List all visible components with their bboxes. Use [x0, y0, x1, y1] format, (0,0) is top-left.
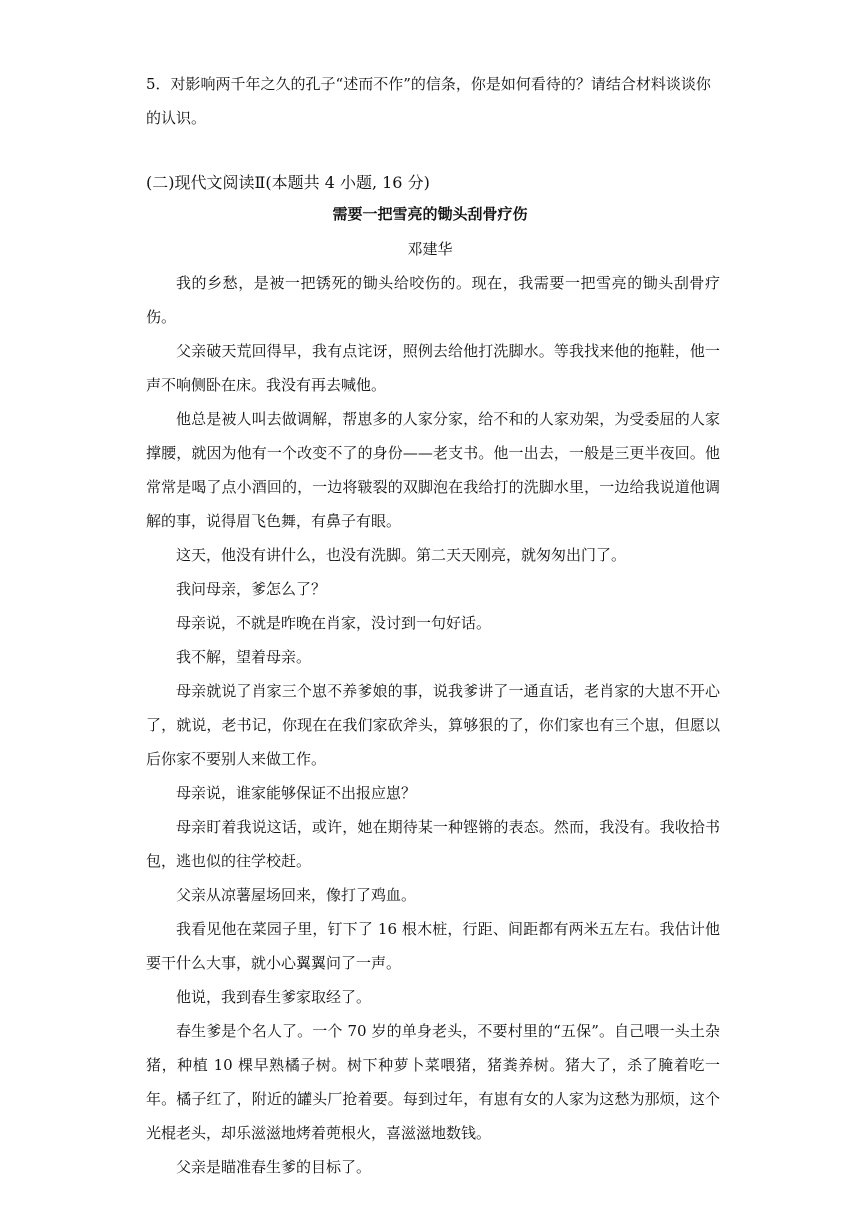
paragraph: 我不解，望着母亲。	[176, 648, 312, 666]
article-author: 邓建华	[407, 240, 453, 258]
article-body	[146, 266, 720, 1184]
paragraph: 他总是被人叫去做调解，帮崽多的人家分家，给不和的人家劝架，为受委屈的人家撑腰，就因为他有一个改变不了的身份——老支书。他一出去，一般是三更半夜回。他常常是喝了点小酒回的，一边将皲裂的双脚泡在我给打的洗脚水里，一边给我说道他调解的事，说得眉飞色舞，有鼻子有眼。	[146, 410, 720, 530]
paragraph: 这天，他没有讲什么，也没有洗脚。第二天天刚亮，就匆匆出门了。	[176, 546, 627, 564]
paragraph: 父亲破天荒回得早，我有点诧讶，照例去给他打洗脚水。等我找来他的拖鞋，他一声不响侧卧在床。我没有再去喊他。	[146, 342, 720, 394]
article-title: 需要一把雪亮的锄头刮骨疗伤	[332, 205, 528, 223]
paragraph: 我看见他在菜园子里，钉下了 16 根木桩，行距、间距都有两米五左右。我估计他要干什么大事，就小心翼翼问了一声。	[146, 920, 720, 972]
paragraph: 我问母亲，爹怎么了？	[176, 580, 327, 598]
paragraph: 母亲就说了肖家三个崽不养爹娘的事，说我爹讲了一通直话，老肖家的大崽不开心了，就说，老书记，你现在在我们家砍斧头，算够狠的了，你们家也有三个崽，但愿以后你家不要别人来做工作。	[146, 682, 720, 768]
paragraph: 父亲从凉薯屋场回来，像打了鸡血。	[176, 886, 417, 904]
paragraph: 母亲盯着我说这话，或许，她在期待某一种铿锵的表态。然而，我没有。我收拾书包，逃也似的往学校赶。	[146, 818, 720, 870]
paragraph: 他说，我到春生爹家取经了。	[176, 988, 372, 1006]
paragraph: 我的乡愁，是被一把锈死的锄头给咬伤的。现在，我需要一把雪亮的锄头刮骨疗伤。	[146, 274, 720, 326]
paragraph: 母亲说，谁家能够保证不出报应崽？	[176, 784, 417, 802]
paragraph: 父亲是瞄准春生爹的目标了。	[176, 1158, 372, 1176]
question-5: 5．对影响两千年之久的孔子“述而不作”的信条，你是如何看待的？请结合材料谈谈你的认识。	[146, 75, 711, 127]
section-heading: (二)现代文阅读Ⅱ(本题共 4 小题, 16 分)	[146, 173, 430, 192]
paragraph: 母亲说，不就是昨晚在肖家，没讨到一句好话。	[176, 614, 492, 632]
paragraph: 春生爹是个名人了。一个 70 岁的单身老头，不要村里的“五保”。自己喂一头土杂猪，种植 10 棵早熟橘子树。树下种萝卜菜喂猪，猪粪养树。猪大了，杀了腌着吃一年。橘子红了，附近的罐头厂抢着要。每到过年，有崽有女的人家为这愁为那烦，这个光棍老头，却乐滋滋地烤着蔸根火，喜滋滋地数钱。	[146, 1022, 720, 1142]
